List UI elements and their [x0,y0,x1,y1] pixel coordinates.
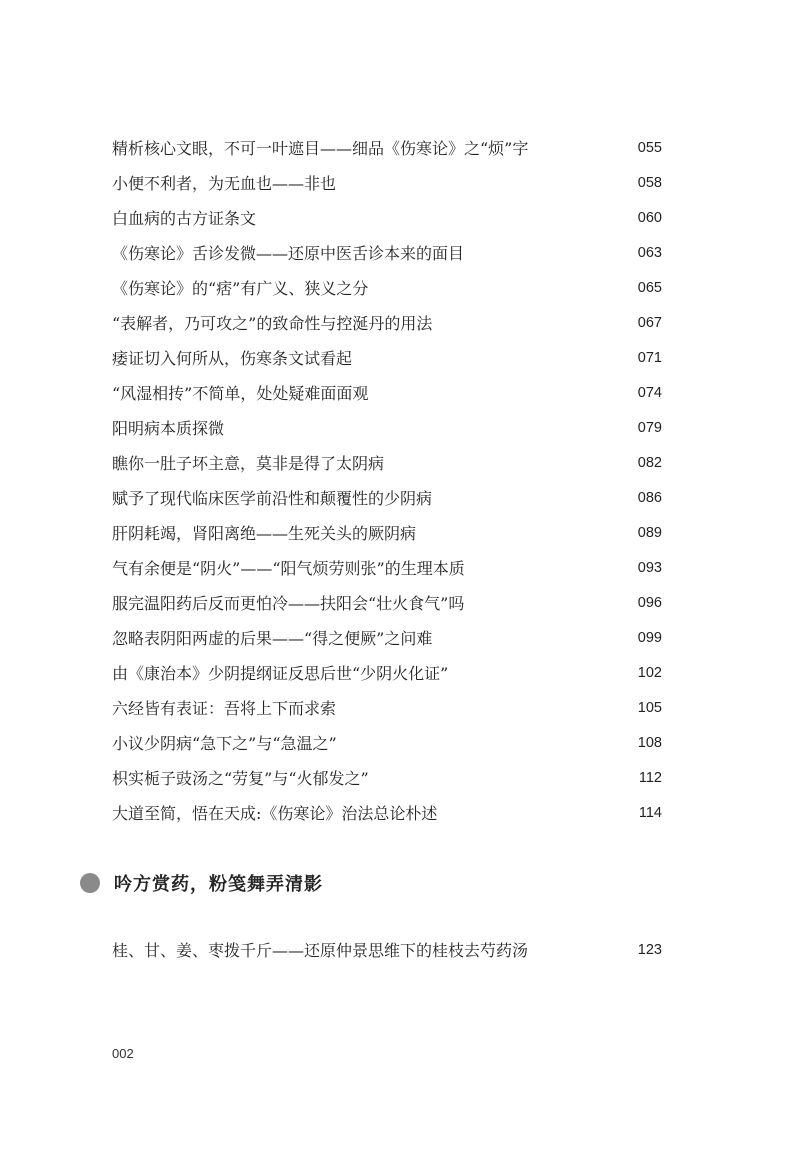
toc-entry[interactable] [112,130,662,165]
toc-entry-title: 桂、甘、姜、枣拨千斤——还原仲景思维下的桂枝去芍药汤 [112,941,529,960]
toc-entry-title: 枳实栀子豉汤之“劳复”与“火郁发之” [112,769,369,788]
toc-entry-page: 067 [637,314,662,331]
toc-entry-page: 096 [637,594,662,611]
toc-entry-page: 105 [637,699,662,716]
toc-entry[interactable] [112,760,662,795]
toc-entry[interactable] [112,270,662,305]
section-heading: 吟方赏药，粉笺舞弄清影 [114,874,323,895]
toc-entry-page: 108 [637,734,662,751]
toc-entry[interactable] [112,725,662,760]
toc-entry-title: 服完温阳药后反而更怕冷——扶阳会“壮火食气”吗 [112,594,465,613]
footer-page-number: 002 [112,1046,134,1061]
toc-entry-page: 063 [637,244,662,261]
toc-entry-title: 精析核心文眼，不可一叶遮目——细品《伤寒论》之“烦”字 [112,139,529,158]
toc-entry-title: 小便不利者，为无血也——非也 [112,174,337,193]
toc-entry-page: 089 [637,524,662,541]
toc-entry-title: 《伤寒论》舌诊发微——还原中医舌诊本来的面目 [112,244,465,263]
toc-entry-page: 065 [637,279,662,296]
toc-entry[interactable] [112,515,662,550]
toc-entry[interactable] [112,305,662,340]
section-header [80,868,680,898]
toc-entry[interactable] [112,480,662,515]
toc-entry[interactable] [112,795,662,830]
toc-entry[interactable] [112,585,662,620]
toc-entry-title: 痿证切入何所从，伤寒条文试看起 [112,349,353,368]
toc-entry[interactable] [112,445,662,480]
toc-entry-title: 白血病的古方证条文 [112,209,257,228]
toc-entry-page: 102 [637,664,662,681]
toc-entry-title: 大道至简，悟在天成:《伤寒论》治法总论朴述 [112,804,438,823]
toc-entry[interactable] [112,655,662,690]
toc-list [112,130,662,830]
toc-entry-title: 忽略表阴阳两虚的后果——“得之便厥”之问难 [112,629,433,648]
toc-entry-title: 小议少阴病“急下之”与“急温之” [112,734,337,753]
toc-entry-page: 071 [637,349,662,366]
toc-entry-title: 《伤寒论》的“痞”有广义、狭义之分 [112,279,369,298]
toc-entry[interactable] [112,165,662,200]
toc-entry[interactable] [112,550,662,585]
toc-entry[interactable] [112,932,662,967]
toc-entry-page: 082 [637,454,662,471]
toc-entry-title: “风湿相抟”不简单，处处疑难面面观 [112,384,369,403]
toc-entry[interactable] [112,375,662,410]
toc-entry-title: 赋予了现代临床医学前沿性和颠覆性的少阴病 [112,489,433,508]
toc-entry-page: 058 [637,174,662,191]
toc-entry[interactable] [112,690,662,725]
toc-entry[interactable] [112,620,662,655]
toc-entry-title: 瞧你一肚子坏主意，莫非是得了太阴病 [112,454,385,473]
toc-entry[interactable] [112,235,662,270]
toc-entry-page: 060 [637,209,662,226]
toc-entry-page: 074 [637,384,662,401]
toc-entry-page: 055 [637,139,662,156]
section-bullet-icon [80,873,100,893]
toc-entry[interactable] [112,200,662,235]
toc-entry-page: 086 [637,489,662,506]
toc-entry[interactable] [112,410,662,445]
toc-entry-page: 079 [637,419,662,436]
toc-entry-page: 114 [638,804,662,821]
section-toc-list [112,932,662,967]
toc-entry-page: 099 [637,629,662,646]
toc-entry-title: 肝阴耗竭，肾阳离绝——生死关头的厥阴病 [112,524,417,543]
toc-entry-page: 093 [637,559,662,576]
toc-entry-title: 由《康治本》少阴提纲证反思后世“少阴火化证” [112,664,449,683]
toc-entry-title: “表解者，乃可攻之”的致命性与控涎丹的用法 [112,314,433,333]
toc-entry-page: 112 [638,769,662,786]
toc-entry[interactable] [112,340,662,375]
toc-entry-page: 123 [637,941,662,958]
toc-entry-title: 气有余便是“阴火”——“阳气烦劳则张”的生理本质 [112,559,465,578]
toc-entry-title: 六经皆有表证：吾将上下而求索 [112,699,337,718]
toc-entry-title: 阳明病本质探微 [112,419,225,438]
